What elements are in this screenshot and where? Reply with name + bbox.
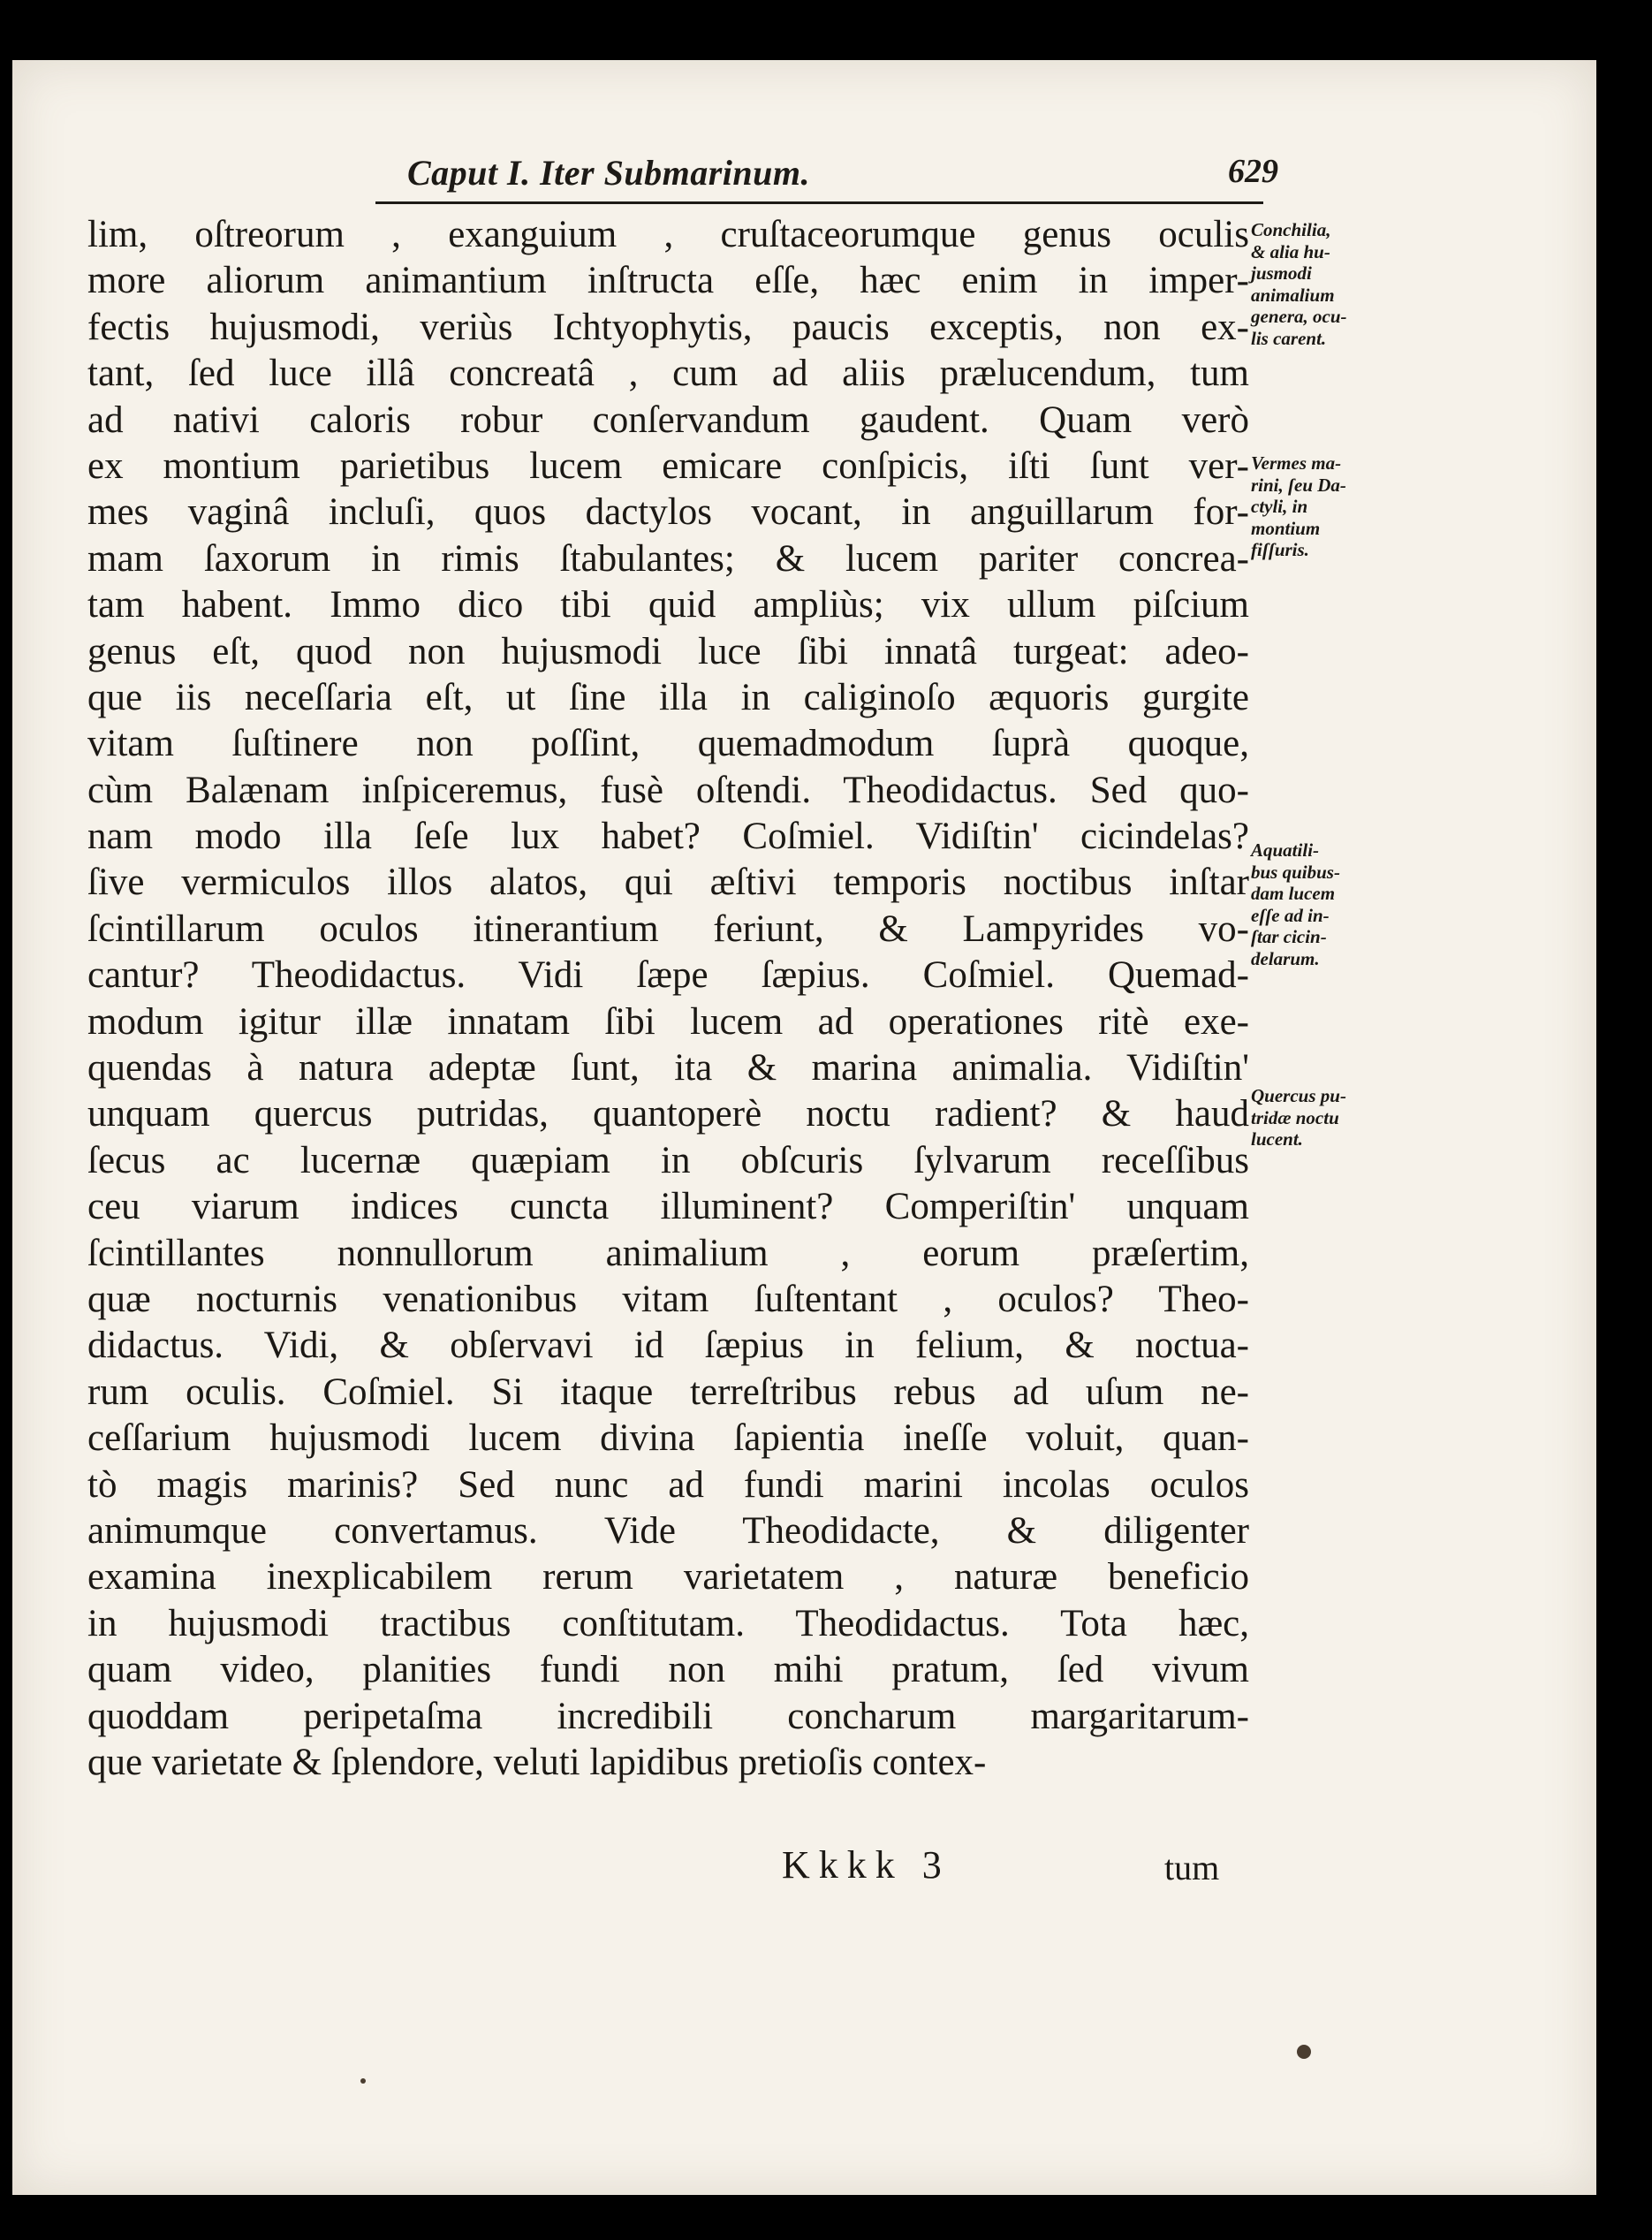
note-line: Conchilia, <box>1251 219 1331 240</box>
text-line: rum oculis. Coſmiel. Si itaque terreſtribus rebus ad uſum ne- <box>87 1371 1249 1413</box>
marginal-note-quercus <box>1251 1085 1392 1150</box>
catchword: tum <box>1164 1848 1220 1887</box>
text-line: tam habent. Immo dico tibi quid ampliùs; vix ullum piſcium <box>87 584 1249 626</box>
text-line: ſcintillarum oculos itinerantium feriunt, & Lampyrides vo- <box>87 907 1249 950</box>
note-line: bus quibus- <box>1251 861 1340 883</box>
text-line: quoddam peripetaſma incredibili concharum margaritarum- <box>87 1695 1249 1737</box>
marginal-note-vermes <box>1251 452 1392 561</box>
text-line: fectis hujusmodi, veriùs Ichtyophytis, paucis exceptis, non ex- <box>87 306 1249 348</box>
text-line: cantur? Theodidactus. Vidi ſæpe ſæpius. Coſmiel. Quemad- <box>87 954 1249 997</box>
text-line: quendas à natura adeptæ ſunt, ita & marina animalia. Vidiſtin' <box>87 1047 1249 1090</box>
note-line: animalium <box>1251 284 1335 306</box>
note-line: genera, ocu- <box>1251 306 1347 327</box>
paper-spot <box>1297 2045 1311 2059</box>
text-line: lim, oſtreorum , exanguium , cruſtaceorumque genus oculis <box>87 214 1249 255</box>
note-line: Quercus pu- <box>1251 1085 1346 1106</box>
text-line: ad nativi caloris robur conſervandum gaudent. Quam verò <box>87 399 1249 441</box>
running-header <box>375 152 1278 196</box>
text-line: quam video, planities fundi non mihi pratum, ſed vivum <box>87 1649 1249 1691</box>
note-line: ſtar cicin- <box>1251 926 1327 947</box>
note-line: rini, ſeu Da- <box>1251 474 1346 496</box>
running-title: Caput I. Iter Submarinum. <box>407 153 810 193</box>
note-line: & alia hu- <box>1251 240 1330 262</box>
text-line: mes vaginâ incluſi, quos dactylos vocant, in anguillarum for- <box>87 491 1249 534</box>
note-line: delarum. <box>1251 947 1320 969</box>
note-line: Vermes ma- <box>1251 452 1342 474</box>
text-line: didactus. Vidi, & obſervavi id ſæpius in felium, & noctua- <box>87 1325 1249 1367</box>
text-line: tant, ſed luce illâ concreatâ , cum ad aliis prælucendum, tum <box>87 353 1249 395</box>
note-line: ctyli, in <box>1251 496 1308 517</box>
text-line: ex montium parietibus lucem emicare conſpicis, iſti ſunt ver- <box>87 444 1249 487</box>
marginal-note-aquatilibus <box>1251 839 1392 969</box>
text-line: unquam quercus putridas, quantoperè noctu radient? & haud <box>87 1093 1249 1135</box>
text-line: more aliorum animantium inſtructa eſſe, hæc enim in imper- <box>87 260 1249 302</box>
text-line: examina inexplicabilem rerum varietatem , naturæ beneficio <box>87 1556 1249 1598</box>
text-line: tò magis marinis? Sed nunc ad fundi marini incolas oculos <box>87 1463 1249 1506</box>
text-line: vitam ſuſtinere non poſſint, quemadmodum ſuprà quoque, <box>87 723 1249 765</box>
text-line: ſive vermiculos illos alatos, qui æſtivi temporis noctibus inſtar <box>87 862 1249 904</box>
text-line: in hujusmodi tractibus conſtitutam. Theodidactus. Tota hæc, <box>87 1602 1249 1644</box>
note-line: montium <box>1251 517 1321 539</box>
note-line: lucent. <box>1251 1128 1303 1150</box>
note-line: eſſe ad in- <box>1251 904 1330 926</box>
text-line: modum igitur illæ innatam ſibi lucem ad operationes ritè exe- <box>87 1000 1249 1043</box>
text-line: genus eſt, quod non hujusmodi luce ſibi innatâ turgeat: adeo- <box>87 630 1249 672</box>
note-line: Aquatili- <box>1251 839 1320 861</box>
text-line: que varietate & ſplendore, veluti lapidibus pretioſis contex- <box>87 1741 987 1783</box>
marginal-note-conchilia <box>1251 219 1392 349</box>
note-line: fiſſuris. <box>1251 539 1309 560</box>
text-line: ſecus ac lucernæ quæpiam in obſcuris ſylvarum receſſibus <box>87 1139 1249 1181</box>
text-line: ſcintillantes nonnullorum animalium , eorum præſertim, <box>87 1232 1249 1274</box>
page-number: 629 <box>1228 153 1278 190</box>
text-line: ceſſarium hujusmodi lucem divina ſapientia ineſſe voluit, quan- <box>87 1417 1249 1460</box>
note-line: tridæ noctu <box>1251 1106 1339 1128</box>
paper-spot <box>360 2078 366 2084</box>
text-line: cùm Balænam inſpiceremus, fusè oſtendi. Theodidactus. Sed quo- <box>87 769 1249 811</box>
text-line: ceu viarum indices cuncta illuminent? Comperiſtin' unquam <box>87 1186 1249 1228</box>
signature-mark: Kkkk 3 <box>782 1843 951 1887</box>
header-rule <box>375 201 1263 204</box>
note-line: dam lucem <box>1251 883 1336 904</box>
text-line: animumque convertamus. Vide Theodidacte, & diligenter <box>87 1509 1249 1552</box>
text-line: mam ſaxorum in rimis ſtabulantes; & lucem pariter concrea- <box>87 537 1249 580</box>
text-line: nam modo illa ſeſe lux habet? Coſmiel. Vidiſtin' cicindelas? <box>87 816 1249 858</box>
note-line: jusmodi <box>1251 262 1312 284</box>
text-line: quæ nocturnis venationibus vitam ſuſtentant , oculos? Theo- <box>87 1278 1249 1320</box>
note-line: lis carent. <box>1251 327 1327 349</box>
body-text <box>87 212 1249 1786</box>
text-line: que iis neceſſaria eſt, ut ſine illa in caliginoſo æquoris gurgite <box>87 676 1249 718</box>
